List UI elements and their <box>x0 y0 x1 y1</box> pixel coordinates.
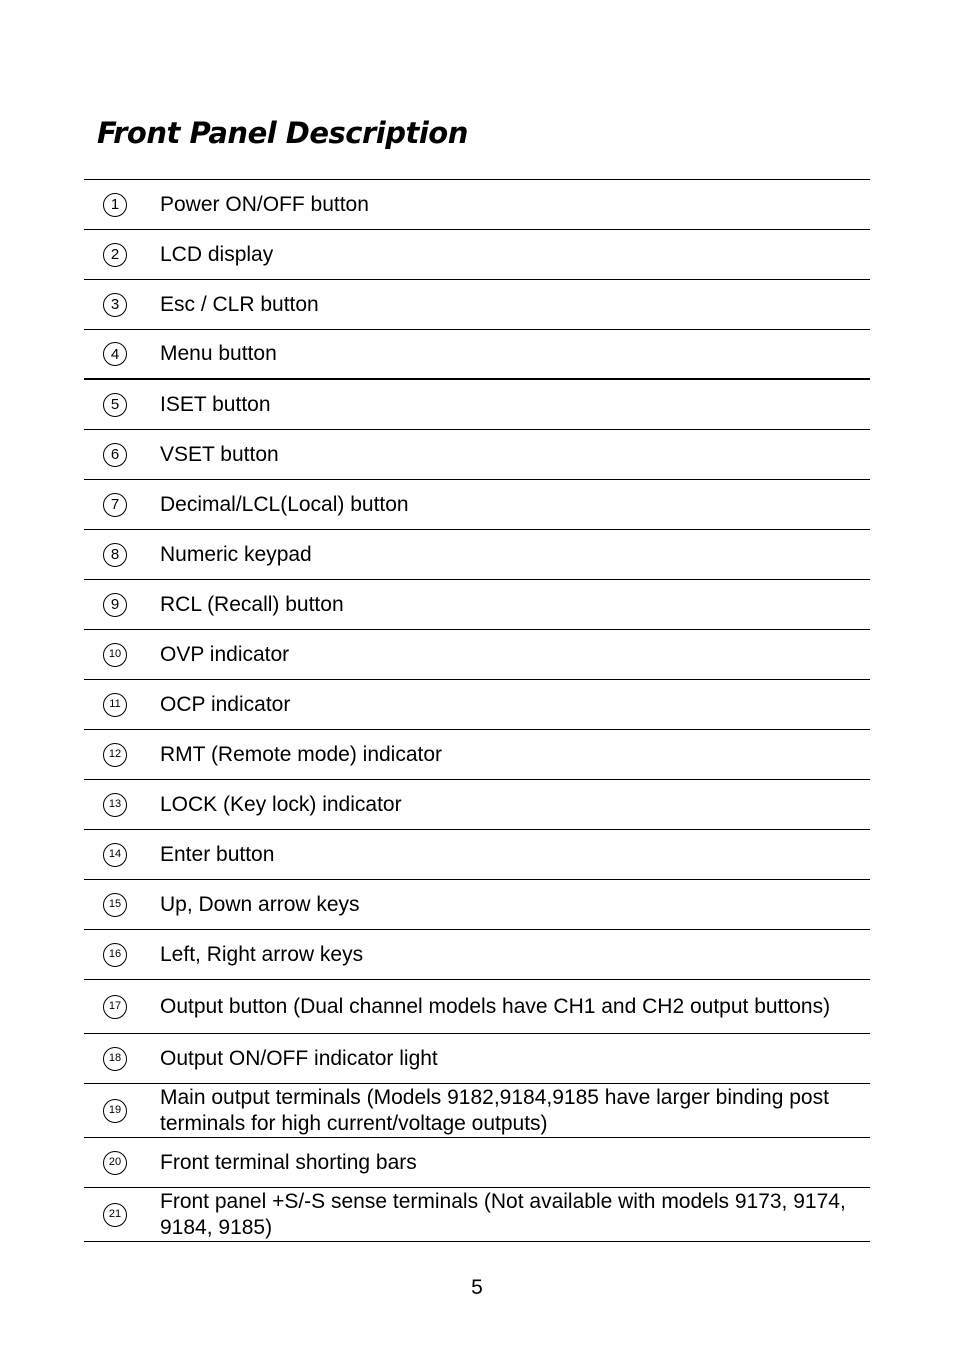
item-description: OVP indicator <box>160 642 290 666</box>
item-number: 15 <box>103 893 127 917</box>
page-number: 5 <box>471 1276 483 1299</box>
item-number: 21 <box>103 1203 127 1227</box>
table-row <box>84 430 870 480</box>
table-row <box>84 1034 870 1084</box>
item-description: Power ON/OFF button <box>160 192 369 216</box>
item-description: Numeric keypad <box>160 542 312 566</box>
item-description: Left, Right arrow keys <box>160 942 364 966</box>
item-description: LCD display <box>160 242 274 266</box>
table-row <box>84 1138 870 1188</box>
table-row <box>84 230 870 280</box>
table-row <box>84 630 870 680</box>
item-number: 18 <box>103 1047 127 1071</box>
item-description: Esc / CLR button <box>160 292 319 316</box>
table-row <box>84 780 870 830</box>
item-description: Main output terminals (Models 9182,9184,9185 have larger binding post terminals for high current/voltage outputs) <box>160 1085 829 1135</box>
table-row <box>84 530 870 580</box>
item-number: 19 <box>103 1099 127 1123</box>
item-number: 20 <box>103 1151 127 1175</box>
item-description: ISET button <box>160 392 271 416</box>
item-number: 13 <box>103 793 127 817</box>
item-description: Enter button <box>160 842 275 866</box>
item-description: Output button (Dual channel models have CH1 and CH2 output buttons) <box>160 994 831 1018</box>
item-number: 9 <box>103 593 127 617</box>
table-row <box>84 280 870 330</box>
item-number: 6 <box>103 443 127 467</box>
item-number: 4 <box>103 342 127 366</box>
item-description: RCL (Recall) button <box>160 592 344 616</box>
item-description: Front terminal shorting bars <box>160 1150 417 1174</box>
item-number: 14 <box>103 843 127 867</box>
item-number: 2 <box>103 243 127 267</box>
table-row <box>84 730 870 780</box>
table-row <box>84 1188 870 1242</box>
item-number: 12 <box>103 743 127 767</box>
item-description: Front panel +S/-S sense terminals (Not available with models 9173, 9174, 9184, 9185) <box>160 1189 846 1239</box>
table-row <box>84 930 870 980</box>
item-number: 3 <box>103 293 127 317</box>
front-panel-table <box>84 179 870 1242</box>
table-row <box>84 580 870 630</box>
item-number: 17 <box>103 995 127 1019</box>
item-number: 11 <box>103 693 127 717</box>
item-description: Up, Down arrow keys <box>160 892 360 916</box>
table-row <box>84 980 870 1034</box>
item-number: 8 <box>103 543 127 567</box>
item-description: Decimal/LCL(Local) button <box>160 492 409 516</box>
table-row <box>84 330 870 380</box>
table-row <box>84 380 870 430</box>
table-row <box>84 880 870 930</box>
item-number: 1 <box>103 193 127 217</box>
item-description: LOCK (Key lock) indicator <box>160 792 402 816</box>
item-description: Output ON/OFF indicator light <box>160 1046 438 1070</box>
table-row <box>84 480 870 530</box>
item-description: Menu button <box>160 342 277 365</box>
table-row <box>84 680 870 730</box>
page-title: Front Panel Description <box>97 116 468 150</box>
item-description: OCP indicator <box>160 692 291 716</box>
item-number: 16 <box>103 943 127 967</box>
item-description: RMT (Remote mode) indicator <box>160 742 443 766</box>
table-row <box>84 830 870 880</box>
item-number: 5 <box>103 393 127 417</box>
table-row <box>84 1084 870 1138</box>
item-description: VSET button <box>160 442 279 466</box>
item-number: 7 <box>103 493 127 517</box>
item-number: 10 <box>103 643 127 667</box>
table-row <box>84 180 870 230</box>
